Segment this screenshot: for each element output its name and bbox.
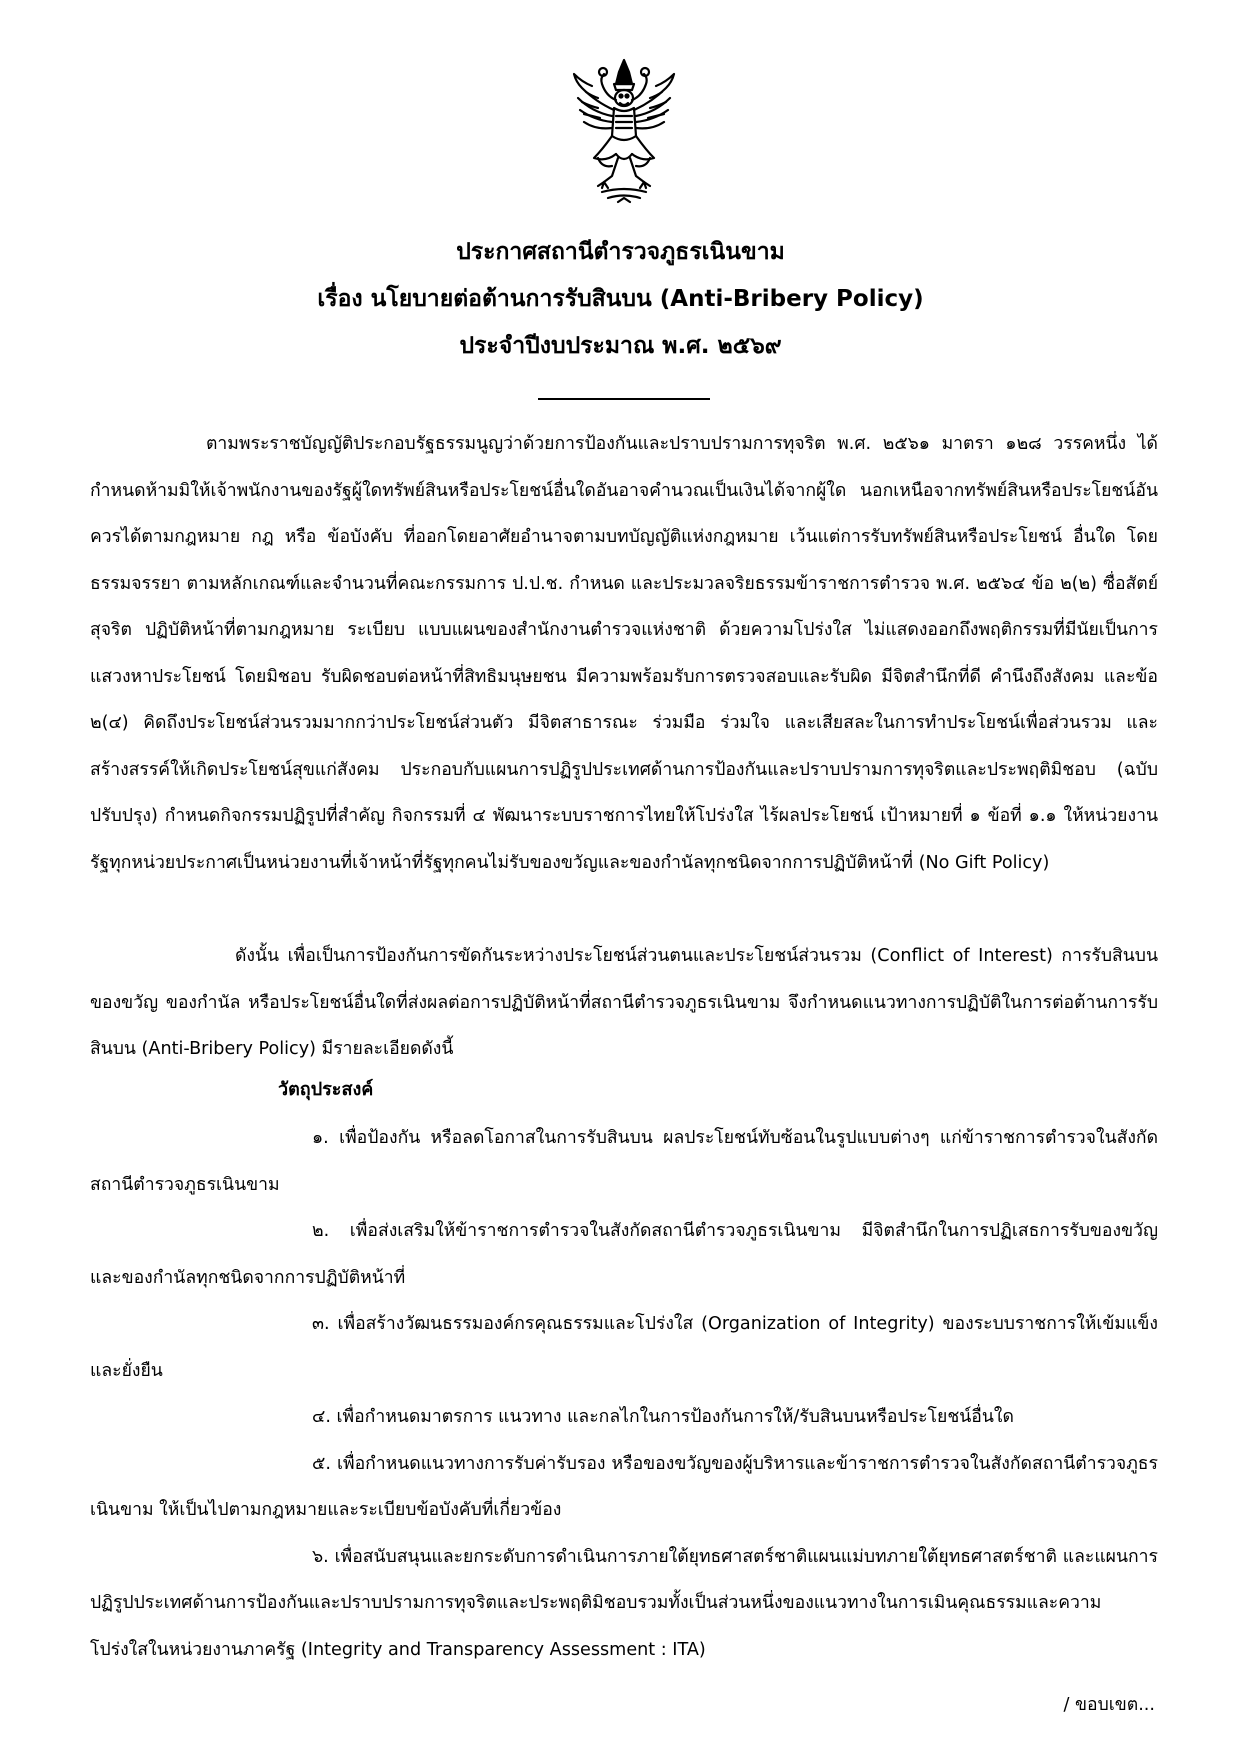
announcement-subject: เรื่อง นโยบายต่อต้านการรับสินบน (Anti-Bribery Policy) xyxy=(317,286,924,312)
continued-note: / ขอบเขต... xyxy=(1063,1695,1155,1715)
announcement-title: ประกาศสถานีตำรวจภูธรเนินขาม xyxy=(456,239,785,265)
garuda-emblem-icon xyxy=(572,58,676,204)
fiscal-year: ประจำปีงบประมาณ พ.ศ. ๒๕๖๙ xyxy=(459,333,782,359)
title-divider xyxy=(538,398,710,400)
objectives-heading: วัตถุประสงค์ xyxy=(278,1079,374,1100)
objective-item: ๓. เพื่อสร้างวัฒนธรรมองค์กรคุณธรรมและโปร่งใส (Organization of Integrity) ของระบบราชการให้เข้มแข็งและยั่งยืน xyxy=(90,1314,1158,1381)
objective-item: ๔. เพื่อกำหนดมาตรการ แนวทาง และกลไกในการป้องกันการให้/รับสินบนหรือประโยชน์อื่นใด xyxy=(312,1407,1014,1427)
objective-item: ๑. เพื่อป้องกัน หรือลดโอกาสในการรับสินบน ผลประโยชน์ทับซ้อนในรูปแบบต่างๆ แก่ข้าราชการตำรวจในสังกัดสถานีตำรวจภูธรเนินขาม xyxy=(90,1128,1158,1195)
objective-item: ๖. เพื่อสนับสนุนและยกระดับการดำเนินการภายใต้ยุทธศาสตร์ชาติแผนแม่บทภายใต้ยุทธศาสตร์ชาติ และแผนการปฏิรูปประเทศด้านการป้องกันและปราบปรามการทุจริตและประพฤติมิชอบรวมทั้งเป็นส่วนหนึ่งของแนวทางในการเมินคุณธรรมและความโปร่งใสในหน่วยงานภาครัฐ (Integrity and Transparency Assessment : ITA) xyxy=(90,1546,1158,1660)
objective-item: ๕. เพื่อกำหนดแนวทางการรับค่ารับรอง หรือของขวัญของผู้บริหารและข้าราชการตำรวจในสังกัดสถานีตำรวจภูธรเนินขาม ให้เป็นไปตามกฎหมายและระเบียบข้อบังคับที่เกี่ยวข้อง xyxy=(90,1453,1158,1520)
intro-paragraph: ตามพระราชบัญญัติประกอบรัฐธรรมนูญว่าด้วยการป้องกันและปราบปรามการทุจริต พ.ศ. ๒๕๖๑ มาตรา ๑๒๘ วรรคหนึ่ง ได้กำหนดห้ามมิให้เจ้าพนักงานของรัฐผู้ใดทรัพย์สินหรือประโยชน์อื่นใดอันอาจคำนวณเป็นเงินได้จากผู้ใด นอกเหนือจากทรัพย์สินหรือประโยชน์อันควรได้ตามกฎหมาย กฎ หรือ ข้อบังคับ ที่ออกโดยอาศัยอำนาจตามบทบัญญัติแห่งกฎหมาย เว้นแต่การรับทรัพย์สินหรือประโยชน์ อื่นใด โดยธรรมจรรยา ตามหลักเกณฑ์และจำนวนที่คณะกรรมการ ป.ป.ช. กำหนด และประมวลจริยธรรมข้าราชการตำรวจ พ.ศ. ๒๕๖๔ ข้อ ๒(๒) ซื่อสัตย์สุจริต ปฏิบัติหน้าที่ตามกฎหมาย ระเบียบ แบบแผนของสำนักงานตำรวจแห่งชาติ ด้วยความโปร่งใส ไม่แสดงออกถึงพฤติกรรมที่มีนัยเป็นการแสวงหาประโยชน์ โดยมิชอบ รับผิดชอบต่อหน้าที่สิทธิมนุษยชน มีความพร้อมรับการตรวจสอบและรับผิด มีจิตสำนึกที่ดี คำนึงถึงสังคม และข้อ ๒(๔) คิดถึงประโยชน์ส่วนรวมมากกว่าประโยชน์ส่วนตัว มีจิตสาธารณะ ร่วมมือ ร่วมใจ และเสียสละในการทำประโยชน์เพื่อส่วนรวม และสร้างสรรค์ให้เกิดประโยชน์สุขแก่สังคม ประกอบกับแผนการปฏิรูปประเทศด้านการป้องกันและปราบปรามการทุจริตและประพฤติมิชอบ (ฉบับปรับปรุง) กำหนดกิจกรรมปฏิรูปที่สำคัญ กิจกรรมที่ ๔ พัฒนาระบบราชการไทยให้โปร่งใส ไร้ผลประโยชน์ เป้าหมายที่ ๑ ข้อที่ ๑.๑ ให้หน่วยงานรัฐทุกหน่วยประกาศเป็นหน่วยงานที่เจ้าหน้าที่รัฐทุกคนไม่รับของขวัญและของกำนัลทุกชนิดจากการปฏิบัติหน้าที่ (No Gift Policy) xyxy=(90,434,1158,873)
therefore-paragraph: ดังนั้น เพื่อเป็นการป้องกันการขัดกันระหว่างประโยชน์ส่วนตนและประโยชน์ส่วนรวม (Conflict of Interest) การรับสินบน ของขวัญ ของกำนัล หรือประโยชน์อื่นใดที่ส่งผลต่อการปฏิบัติหน้าที่สถานีตำรวจภูธรเนินขาม จึงกำหนดแนวทางการปฏิบัติในการต่อต้านการรับสินบน (Anti-Bribery Policy) มีรายละเอียดดังนี้ xyxy=(90,946,1158,1059)
objectives-list xyxy=(90,1115,1158,1673)
objective-item: ๒. เพื่อส่งเสริมให้ข้าราชการตำรวจในสังกัดสถานีตำรวจภูธรเนินขาม มีจิตสำนึกในการปฏิเสธการรับของขวัญและของกำนัลทุกชนิดจากการปฏิบัติหน้าที่ xyxy=(90,1221,1158,1288)
